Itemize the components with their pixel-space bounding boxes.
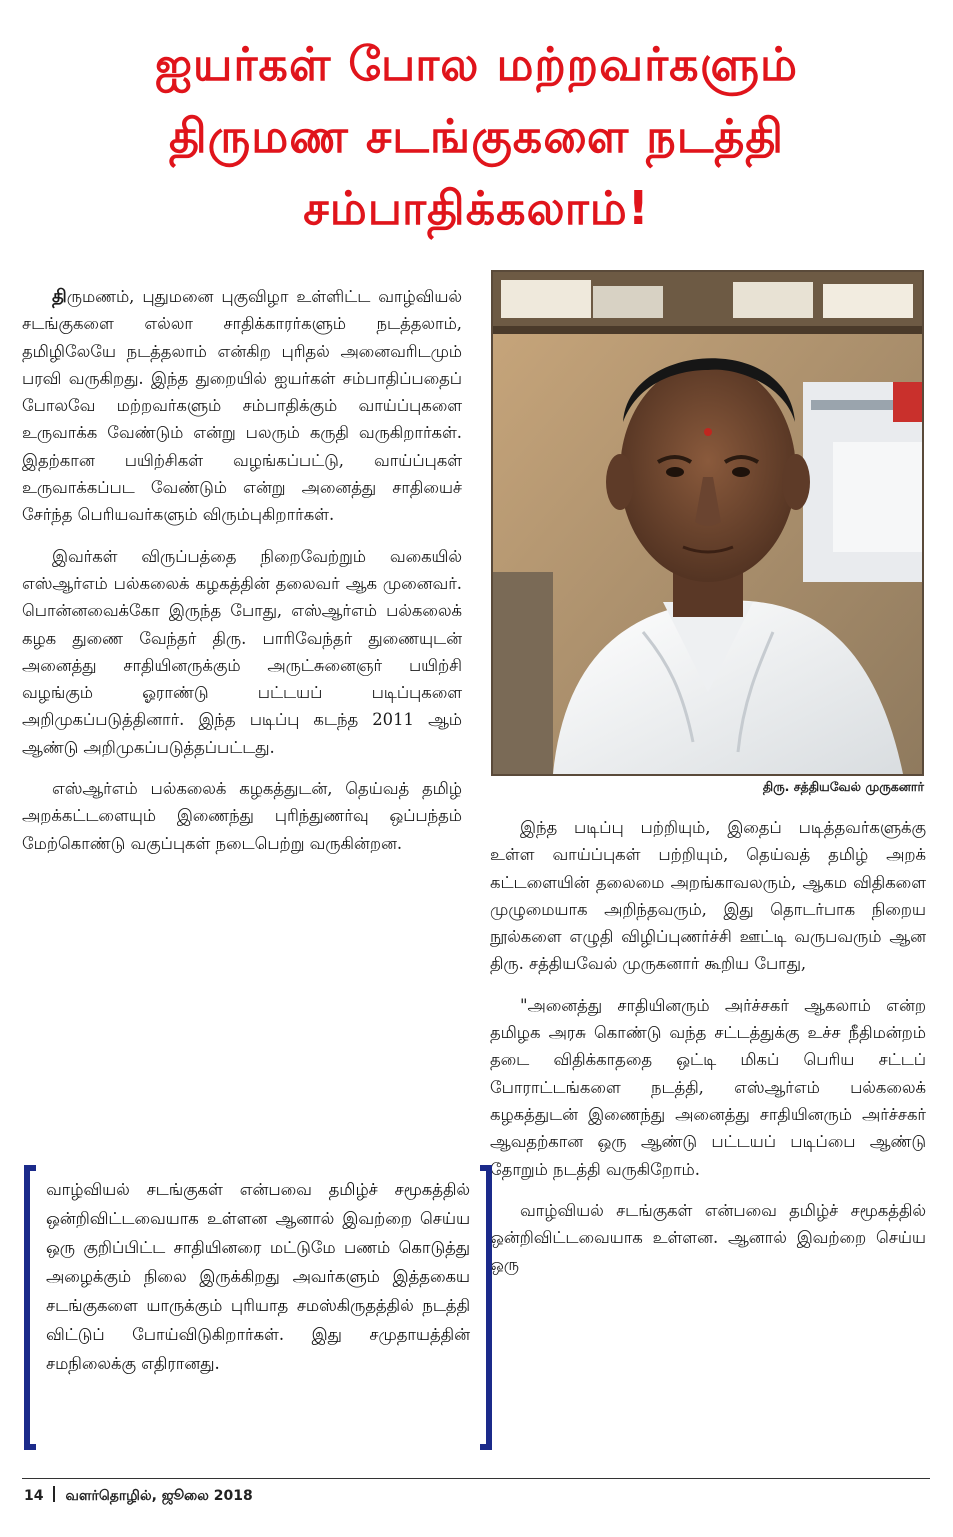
- pull-quote: [24, 1165, 492, 1450]
- footer-divider: [22, 1478, 930, 1479]
- pull-quote-text: வாழ்வியல் சடங்குகள் என்பவை தமிழ்ச் சமூகத்தில் ஒன்றிவிட்டவையாக உள்ளன ஆனால் இவற்றை செய்ய ஒரு குறிப்பிட்ட சாதியினரை மட்டுமே பணம் கொடுத்து அழைக்கும் நிலை இருக்கிறது அவர்களும் இத்தகைய சடங்குகளை யாருக்கும் புரியாத சமஸ்கிருதத்தில் நடத்தி விட்டுப் போய்விடுகிறார்கள். இது சமுதாயத்தின் சமநிலைக்கு எதிரானது.: [46, 1180, 470, 1373]
- headline-line-1: ஐயர்கள் போல மற்றவர்களும்: [155, 37, 798, 91]
- left-column: [22, 283, 462, 871]
- right-paragraph-2: "அனைத்து சாதியினரும் அர்ச்சகர் ஆகலாம் என்ற தமிழக அரசு கொண்டு வந்த சட்டத்துக்கு உச்ச நீதிமன்றம் தடை விதிக்காததை ஒட்டி மிகப் பெரிய சட்டப் போராட்டங்களை நடத்தி, எஸ்ஆர்எம் பல்கலைக் கழகத்துடன் இணைந்து அனைத்து சாதியினரும் அர்ச்சகர் ஆவதற்கான ஒரு ஆண்டு பட்டயப் படிப்பை ஆண்டு தோறும் நடத்தி வருகிறோம்.: [490, 995, 926, 1179]
- headline-line-3: சம்பாதிக்கலாம்!: [303, 181, 650, 235]
- paragraph-2: இவர்கள் விருப்பத்தை நிறைவேற்றும் வகையில் எஸ்ஆர்எம் பல்கலைக் கழகத்தின் தலைவர் ஆக முனைவர். பொன்னவைக்கோ இருந்த போது, எஸ்ஆர்எம் பல்கலைக் கழக துணை வேந்தர் திரு. பாரிவேந்தர் துணையுடன் அனைத்து சாதியினருக்கும் அருட்சுனைஞர் பயிற்சி வழங்கும் ஓராண்டு பட்டயப் படிப்புகளை அறிமுகப்படுத்தினார். இந்த படிப்பு கடந்த 2011 ஆம் ஆண்டு அறிமுகப்படுத்தப்பட்டது.: [22, 546, 462, 757]
- portrait-illustration: [493, 272, 922, 774]
- page-number: 14: [24, 1488, 44, 1504]
- paragraph-1-lead: தி: [52, 286, 67, 307]
- right-paragraph-1: இந்த படிப்பு பற்றியும், இதைப் படித்தவர்களுக்கு உள்ள வாய்ப்புகள் பற்றியும், தெய்வத் தமிழ் அறக் கட்டளையின் தலைமை அறங்காவலரும், ஆகம விதிகளை முழுமையாக அறிந்தவரும், இது தொடர்பாக நிறைய நூல்களை எழுதி விழிப்புணர்ச்சி ஊட்டி வருபவரும் ஆன திரு. சத்தியவேல் முருகனார் கூறிய போது,: [490, 818, 926, 974]
- paragraph-1: [22, 283, 462, 529]
- right-paragraph-3: வாழ்வியல் சடங்குகள் என்பவை தமிழ்ச் சமூகத்தில் ஒன்றிவிட்டவையாக உள்ளன. ஆனால் இவற்றை செய்ய ஒரு: [490, 1200, 926, 1275]
- pull-quote-right-bracket: [480, 1165, 492, 1450]
- paragraph-1-body: ருமணம், புதுமனை புகுவிழா உள்ளிட்ட வாழ்வியல் சடங்குகளை எல்லா சாதிக்காரர்களும் நடத்தலாம், தமிழிலேயே நடத்தலாம் என்கிற புரிதல் அனைவரிடமும் பரவி வருகிறது. இந்த துறையில் ஐயர்கள் சம்பாதிப்பதைப் போலவே மற்றவர்களும் சம்பாதிக்கும் வாய்ப்புகளை உருவாக்க வேண்டும் என்று பலரும் கருதி வருகிறார்கள். இதற்கான பயிற்சிகள் வழங்கப்பட்டு, வாய்ப்புகள் உருவாக்கப்பட வேண்டும் என்று அனைத்து சாதியைச் சேர்ந்த பெரியவர்களும் விரும்புகிறார்கள்.: [22, 287, 462, 525]
- paragraph-3: எஸ்ஆர்எம் பல்கலைக் கழகத்துடன், தெய்வத் தமிழ் அறக்கட்டளையும் இணைந்து புரிந்துணர்வு ஒப்பந்தம் மேற்கொண்டு வகுப்புகள் நடைபெற்று வருகின்றன.: [22, 779, 462, 853]
- article-headline: [0, 28, 953, 244]
- headline-line-2: திருமண சடங்குகளை நடத்தி: [168, 109, 785, 163]
- portrait-photo: [491, 270, 924, 776]
- footer-separator: [53, 1486, 55, 1502]
- pull-quote-left-bracket: [24, 1165, 36, 1450]
- page-footer: [24, 1486, 253, 1506]
- right-column: [490, 814, 926, 1293]
- publication-name: வளர்தொழில், ஜூலை 2018: [65, 1488, 253, 1504]
- photo-caption: திரு. சத்தியவேல் முருகனார்: [762, 779, 924, 794]
